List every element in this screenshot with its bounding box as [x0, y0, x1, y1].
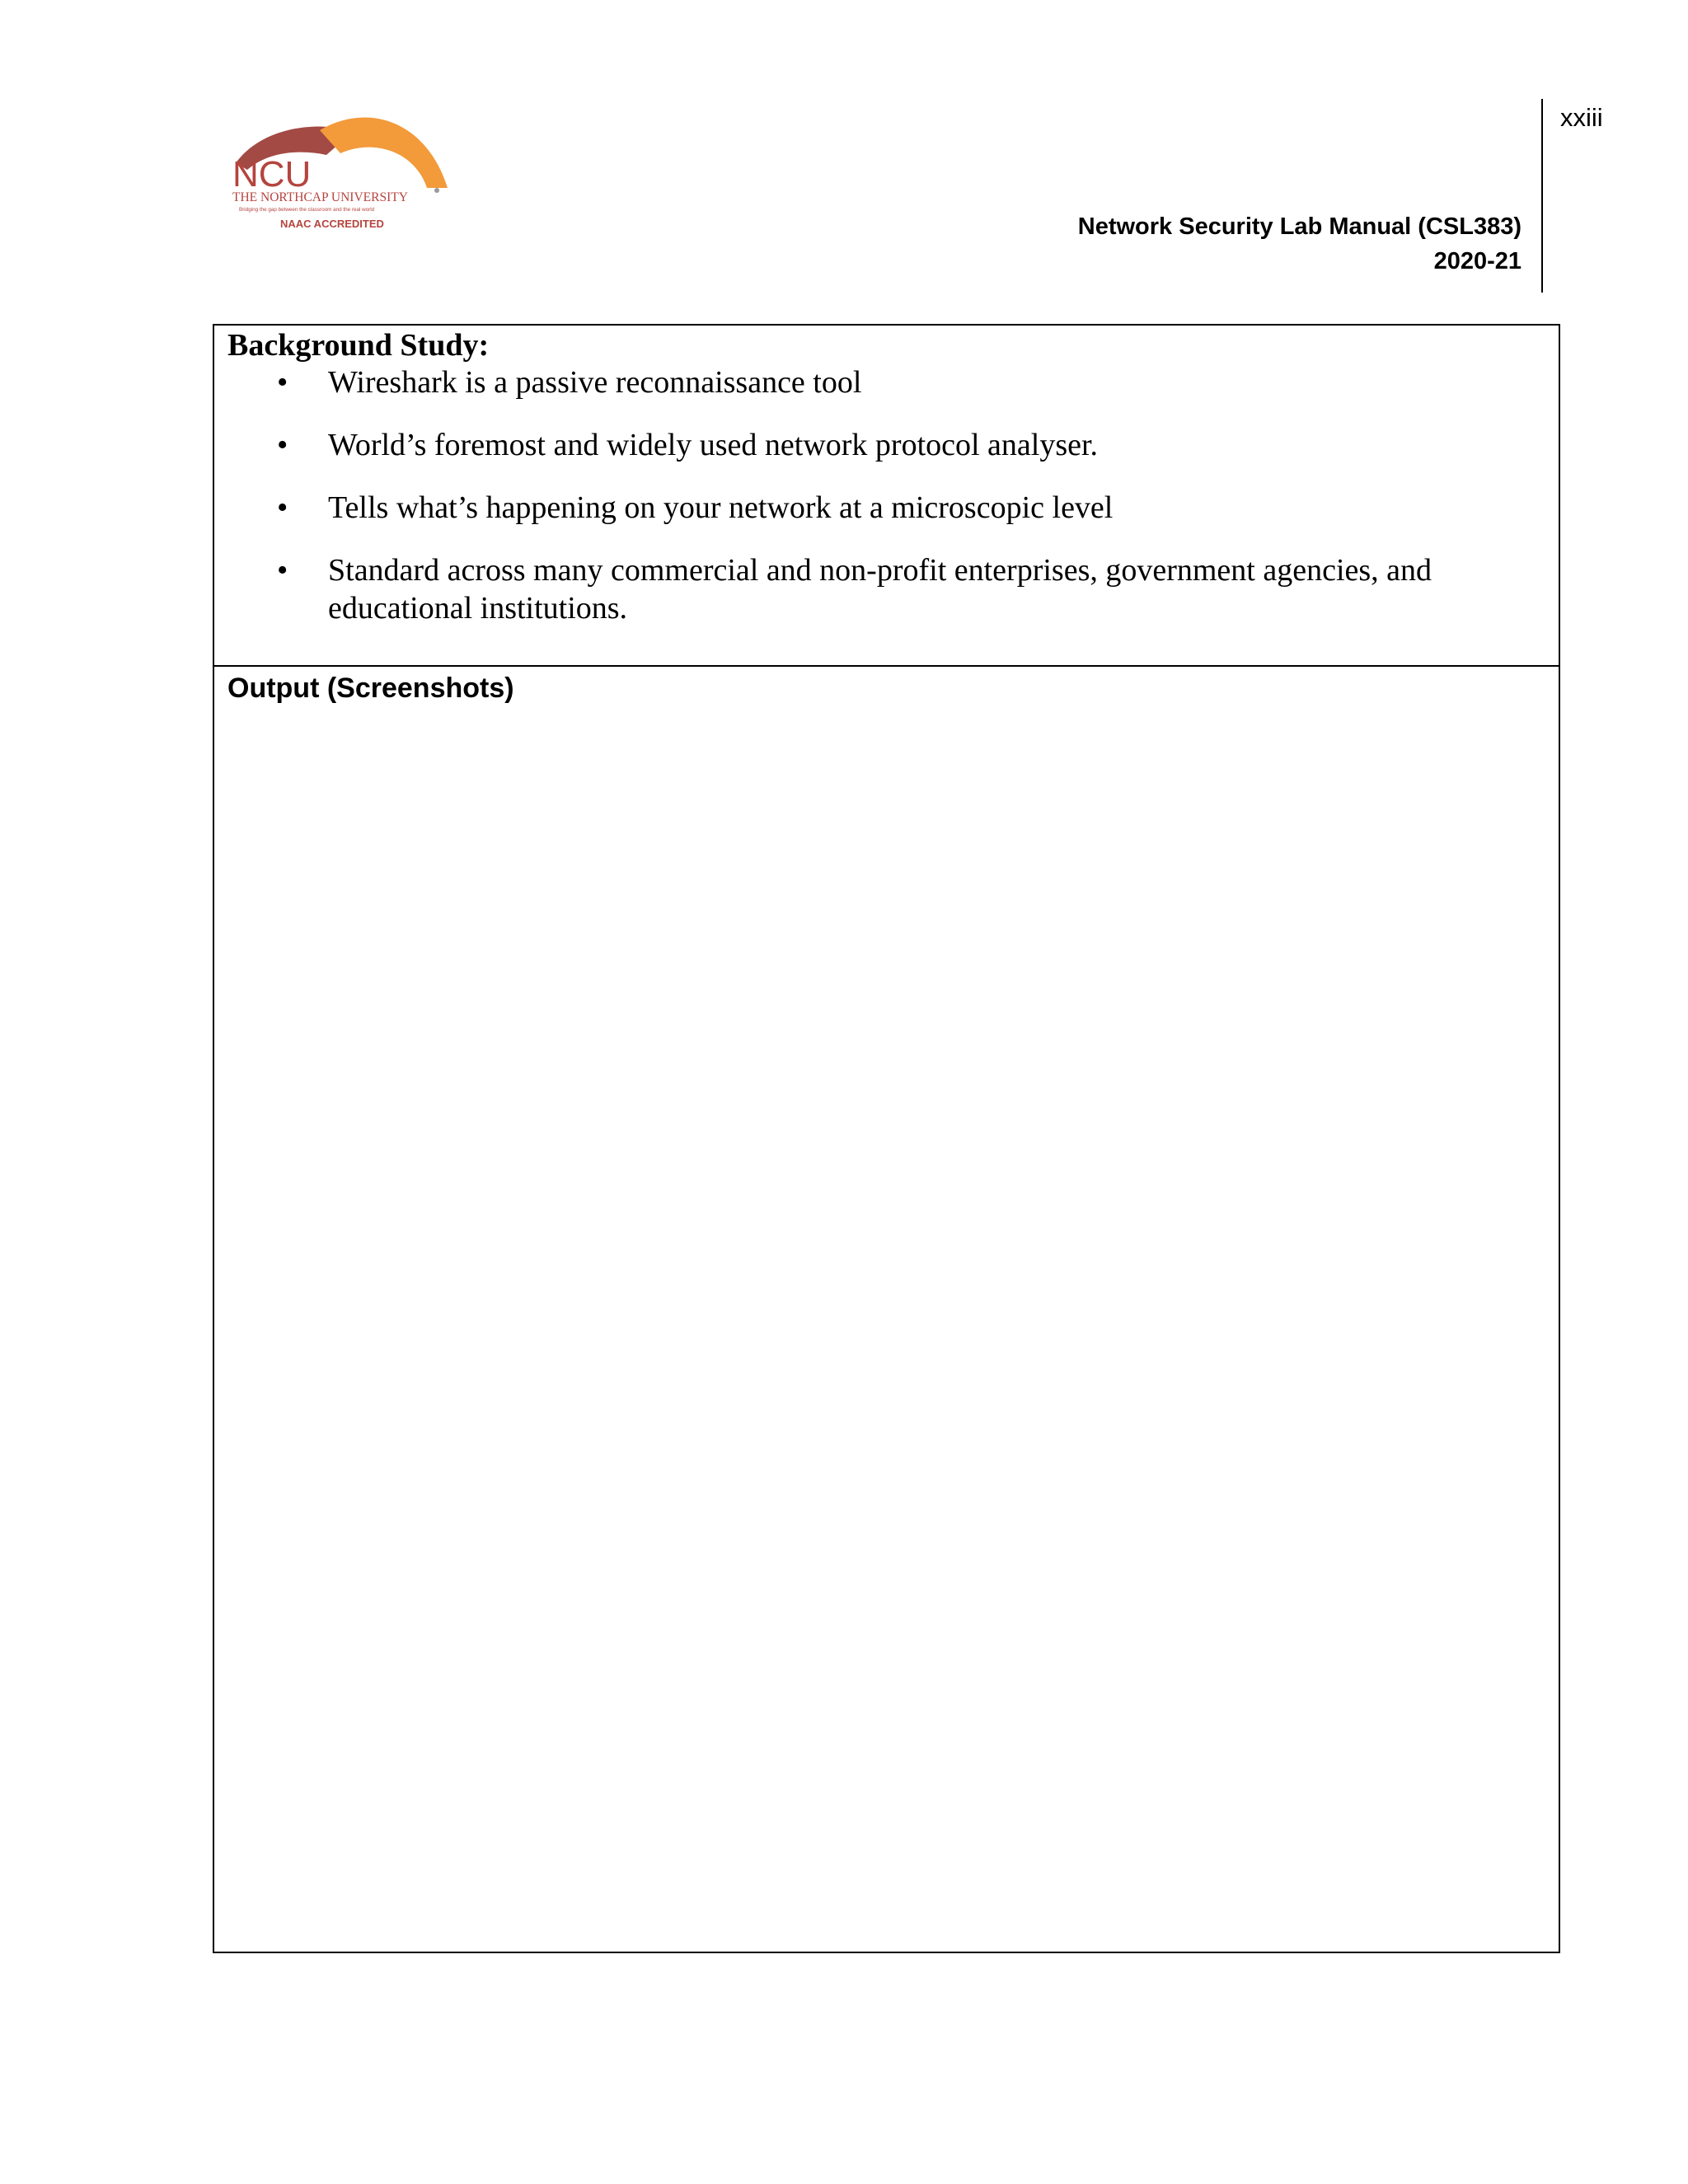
- manual-year: 2020-21: [1433, 248, 1522, 274]
- logo-acronym: NCU: [232, 154, 312, 194]
- logo-accreditation: NAAC ACCREDITED: [280, 218, 384, 230]
- bullet-icon: •: [277, 428, 288, 462]
- header-text: [1078, 209, 1522, 279]
- background-study-section: [214, 326, 1559, 667]
- list-item: [214, 426, 1559, 464]
- list-item-text: Standard across many commercial and non-profit enterprises, government agencies, and educational institutions.: [328, 553, 1432, 626]
- list-item-text: Tells what’s happening on your network at a microscopic level: [328, 490, 1114, 525]
- list-item: [214, 551, 1559, 627]
- background-study-title: Background Study:: [227, 328, 490, 363]
- header-vertical-rule: [1541, 99, 1543, 293]
- bullet-icon: •: [277, 365, 288, 400]
- bullet-icon: •: [277, 490, 288, 525]
- logo-arch-light: [320, 118, 448, 188]
- list-item-text: World’s foremost and widely used network protocol analyser.: [328, 428, 1099, 462]
- manual-title: Network Security Lab Manual (CSL383): [1077, 213, 1522, 240]
- logo-tagline: Bridging the gap between the classroom and the real world: [239, 207, 375, 213]
- bullet-icon: •: [277, 553, 288, 588]
- output-title: Output (Screenshots): [227, 673, 514, 704]
- page-number: xxiii: [1560, 103, 1603, 132]
- list-item: [214, 363, 1559, 401]
- list-item-text: Wireshark is a passive reconnaissance tool: [328, 365, 862, 400]
- content-box: [213, 324, 1560, 1953]
- ncu-logo: [229, 105, 452, 237]
- list-item: [214, 489, 1559, 527]
- background-study-list: [214, 363, 1559, 652]
- logo-university-name: THE NORTHCAP UNIVERSITY: [232, 190, 408, 204]
